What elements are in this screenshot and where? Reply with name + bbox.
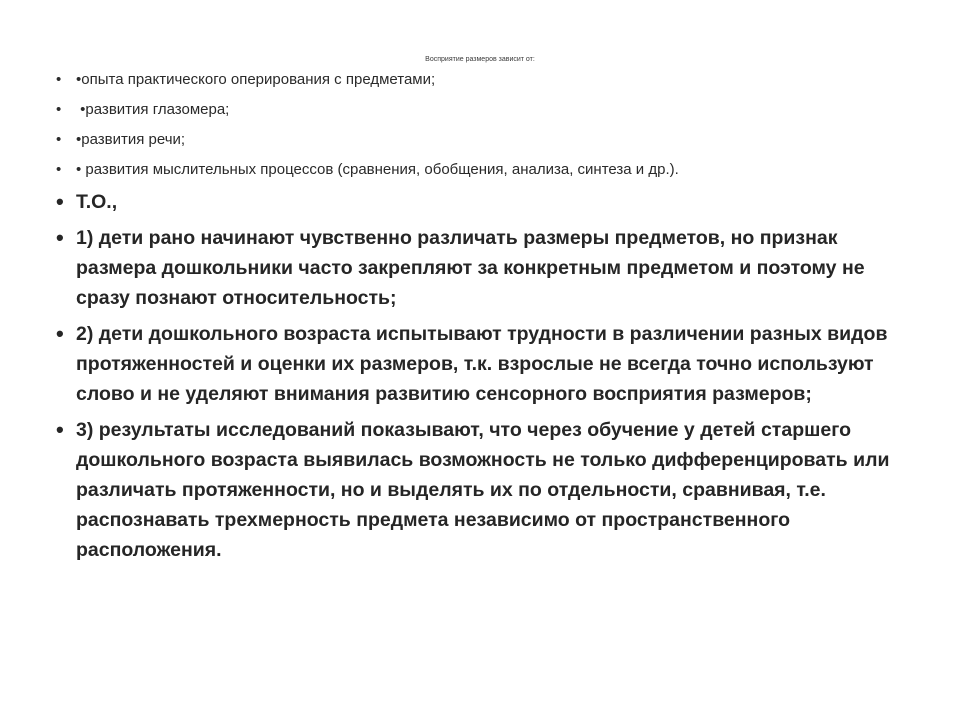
list-item-text: 2) дети дошкольного возраста испытывают трудности в различении разных видов протяженностей и оценки их размеров, т.к. взрослые не всегда точно используют слово и не уделяют внимания развитию сенсорного восприятия размеров;: [76, 323, 888, 405]
list-item-text: 3) результаты исследований показывают, что через обучение у детей старшего дошкольного возраста выявилась возможность не только дифференцировать или различать протяженности, но и выделять их по отдельности, сравнивая, т.е. распознавать трехмерность предмета независимо от пространственного расположения.: [76, 419, 890, 561]
list-item: [56, 319, 906, 409]
list-item-text: •развития речи;: [76, 131, 186, 148]
bullet-icon: •: [56, 225, 64, 250]
list-item: [56, 130, 906, 149]
list-item: [56, 187, 906, 217]
list-item-text: • развития мыслительных процессов (сравнения, обобщения, анализа, синтеза и др.).: [76, 161, 679, 178]
list-item: [56, 223, 906, 313]
list-item-text: •развития глазомера;: [76, 101, 230, 118]
list-item-text: 1) дети рано начинают чувственно различать размеры предметов, но признак размера дошкольники часто закрепляют за конкретным предметом и поэтому не сразу познают относительность;: [76, 227, 865, 309]
list-item-text: •опыта практического оперирования с предметами;: [76, 71, 436, 88]
list-item: [56, 415, 906, 565]
bullet-icon: •: [56, 71, 62, 88]
bullet-list: [56, 70, 906, 571]
slide-title: Восприятие размеров зависит от:: [425, 56, 535, 63]
list-item: [56, 160, 906, 179]
bullet-icon: •: [56, 189, 64, 214]
bullet-icon: •: [56, 321, 64, 346]
list-item: [56, 100, 906, 119]
list-item-text: Т.О.,: [76, 191, 118, 213]
bullet-icon: •: [56, 161, 62, 178]
list-item: [56, 70, 906, 89]
bullet-icon: •: [56, 131, 62, 148]
bullet-icon: •: [56, 101, 62, 118]
bullet-icon: •: [56, 417, 64, 442]
